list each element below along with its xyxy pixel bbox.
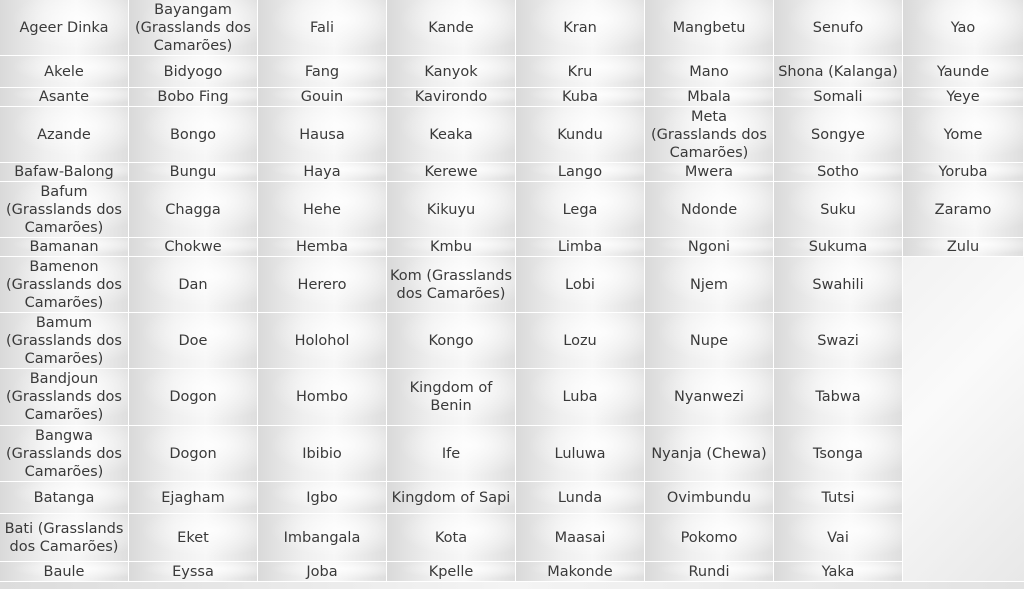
- table-cell: Eket: [129, 514, 258, 562]
- table-cell: Bobo Fing: [129, 88, 258, 107]
- table-cell: Yao: [903, 0, 1024, 56]
- table-cell: Shona (Kalanga): [774, 56, 903, 88]
- table-cell: Kom (Grasslands dos Camarões): [387, 257, 516, 313]
- table-cell: Pokomo: [645, 514, 774, 562]
- table-cell: Songye: [774, 107, 903, 163]
- table-cell: Vai: [774, 514, 903, 562]
- table-cell: Sukuma: [774, 238, 903, 257]
- table-cell: Baule: [0, 562, 129, 582]
- table-cell: Gouin: [258, 88, 387, 107]
- table-cell: Lozu: [516, 313, 645, 369]
- table-cell: Bamenon (Grasslands dos Camarões): [0, 257, 129, 313]
- table-cell: Lobi: [516, 257, 645, 313]
- table-cell: Mangbetu: [645, 0, 774, 56]
- table-cell: Bafaw-Balong: [0, 163, 129, 182]
- table-cell: Kpelle: [387, 562, 516, 582]
- table-cell: Yeye: [903, 88, 1024, 107]
- table-cell: Limba: [516, 238, 645, 257]
- table-cell: Nupe: [645, 313, 774, 369]
- table-cell: Kongo: [387, 313, 516, 369]
- table-cell: Kanyok: [387, 56, 516, 88]
- table-cell: Rundi: [645, 562, 774, 582]
- table-cell: Lango: [516, 163, 645, 182]
- table-cell: Ngoni: [645, 238, 774, 257]
- table-cell: Yome: [903, 107, 1024, 163]
- table-cell: Kerewe: [387, 163, 516, 182]
- table-cell: Kru: [516, 56, 645, 88]
- table-cell: Ndonde: [645, 182, 774, 238]
- table-cell: Senufo: [774, 0, 903, 56]
- table-cell: Ovimbundu: [645, 482, 774, 514]
- table-cell: Kota: [387, 514, 516, 562]
- table-cell: Bamum (Grasslands dos Camarões): [0, 313, 129, 369]
- table-cell: Tutsi: [774, 482, 903, 514]
- table-cell: Ageer Dinka: [0, 0, 129, 56]
- table-cell: Igbo: [258, 482, 387, 514]
- empty-area: [903, 257, 1024, 582]
- table-cell: Dogon: [129, 369, 258, 426]
- table-cell: Suku: [774, 182, 903, 238]
- table-cell: Chokwe: [129, 238, 258, 257]
- table-cell: Kundu: [516, 107, 645, 163]
- table-cell: Ibibio: [258, 426, 387, 482]
- table-cell: Kmbu: [387, 238, 516, 257]
- table-cell: Haya: [258, 163, 387, 182]
- table-cell: Lega: [516, 182, 645, 238]
- table-cell: Hehe: [258, 182, 387, 238]
- table-cell: Hemba: [258, 238, 387, 257]
- table-cell: Zulu: [903, 238, 1024, 257]
- table-cell: Kingdom of Sapi: [387, 482, 516, 514]
- table-cell: Eyssa: [129, 562, 258, 582]
- table-cell: Njem: [645, 257, 774, 313]
- table-cell: Akele: [0, 56, 129, 88]
- table-cell: Herero: [258, 257, 387, 313]
- table-cell: Doe: [129, 313, 258, 369]
- table-cell: Dogon: [129, 426, 258, 482]
- table-cell: Keaka: [387, 107, 516, 163]
- table-cell: Bongo: [129, 107, 258, 163]
- table-cell: Somali: [774, 88, 903, 107]
- table-cell: Kikuyu: [387, 182, 516, 238]
- table-cell: Hausa: [258, 107, 387, 163]
- table-cell: Meta (Grasslands dos Camarões): [645, 107, 774, 163]
- table-cell: Swazi: [774, 313, 903, 369]
- table-cell: Sotho: [774, 163, 903, 182]
- table-cell: Asante: [0, 88, 129, 107]
- table-cell: Holohol: [258, 313, 387, 369]
- table-cell: Makonde: [516, 562, 645, 582]
- table-cell: Dan: [129, 257, 258, 313]
- table-cell: Zaramo: [903, 182, 1024, 238]
- table-cell: Luba: [516, 369, 645, 426]
- table-cell: Yoruba: [903, 163, 1024, 182]
- table-cell: Mwera: [645, 163, 774, 182]
- table-cell: Lunda: [516, 482, 645, 514]
- table-cell: Imbangala: [258, 514, 387, 562]
- table-cell: Kavirondo: [387, 88, 516, 107]
- table-cell: Bangwa (Grasslands dos Camarões): [0, 426, 129, 482]
- table-cell: Fang: [258, 56, 387, 88]
- table-cell: Bamanan: [0, 238, 129, 257]
- table-cell: Bidyogo: [129, 56, 258, 88]
- table-cell: Bandjoun (Grasslands dos Camarões): [0, 369, 129, 426]
- table-cell: Azande: [0, 107, 129, 163]
- table-cell: Ife: [387, 426, 516, 482]
- table-cell: Bungu: [129, 163, 258, 182]
- table-cell: Mano: [645, 56, 774, 88]
- table-cell: Nyanja (Chewa): [645, 426, 774, 482]
- table-cell: Bayangam (Grasslands dos Camarões): [129, 0, 258, 56]
- table-cell: Nyanwezi: [645, 369, 774, 426]
- table-cell: Maasai: [516, 514, 645, 562]
- table-cell: Chagga: [129, 182, 258, 238]
- table-cell: Luluwa: [516, 426, 645, 482]
- table-cell: Swahili: [774, 257, 903, 313]
- table-cell: Bafum (Grasslands dos Camarões): [0, 182, 129, 238]
- table-cell: Kran: [516, 0, 645, 56]
- table-cell: Yaunde: [903, 56, 1024, 88]
- table-cell: Tabwa: [774, 369, 903, 426]
- table-cell: Bati (Grasslands dos Camarões): [0, 514, 129, 562]
- table-cell: Fali: [258, 0, 387, 56]
- table-cell: Ejagham: [129, 482, 258, 514]
- table-cell: Tsonga: [774, 426, 903, 482]
- table-cell: Joba: [258, 562, 387, 582]
- table-cell: Batanga: [0, 482, 129, 514]
- table-cell: Mbala: [645, 88, 774, 107]
- table-cell: Kuba: [516, 88, 645, 107]
- table-cell: Hombo: [258, 369, 387, 426]
- table-cell: Kande: [387, 0, 516, 56]
- table-cell: Kingdom of Benin: [387, 369, 516, 426]
- table-cell: Yaka: [774, 562, 903, 582]
